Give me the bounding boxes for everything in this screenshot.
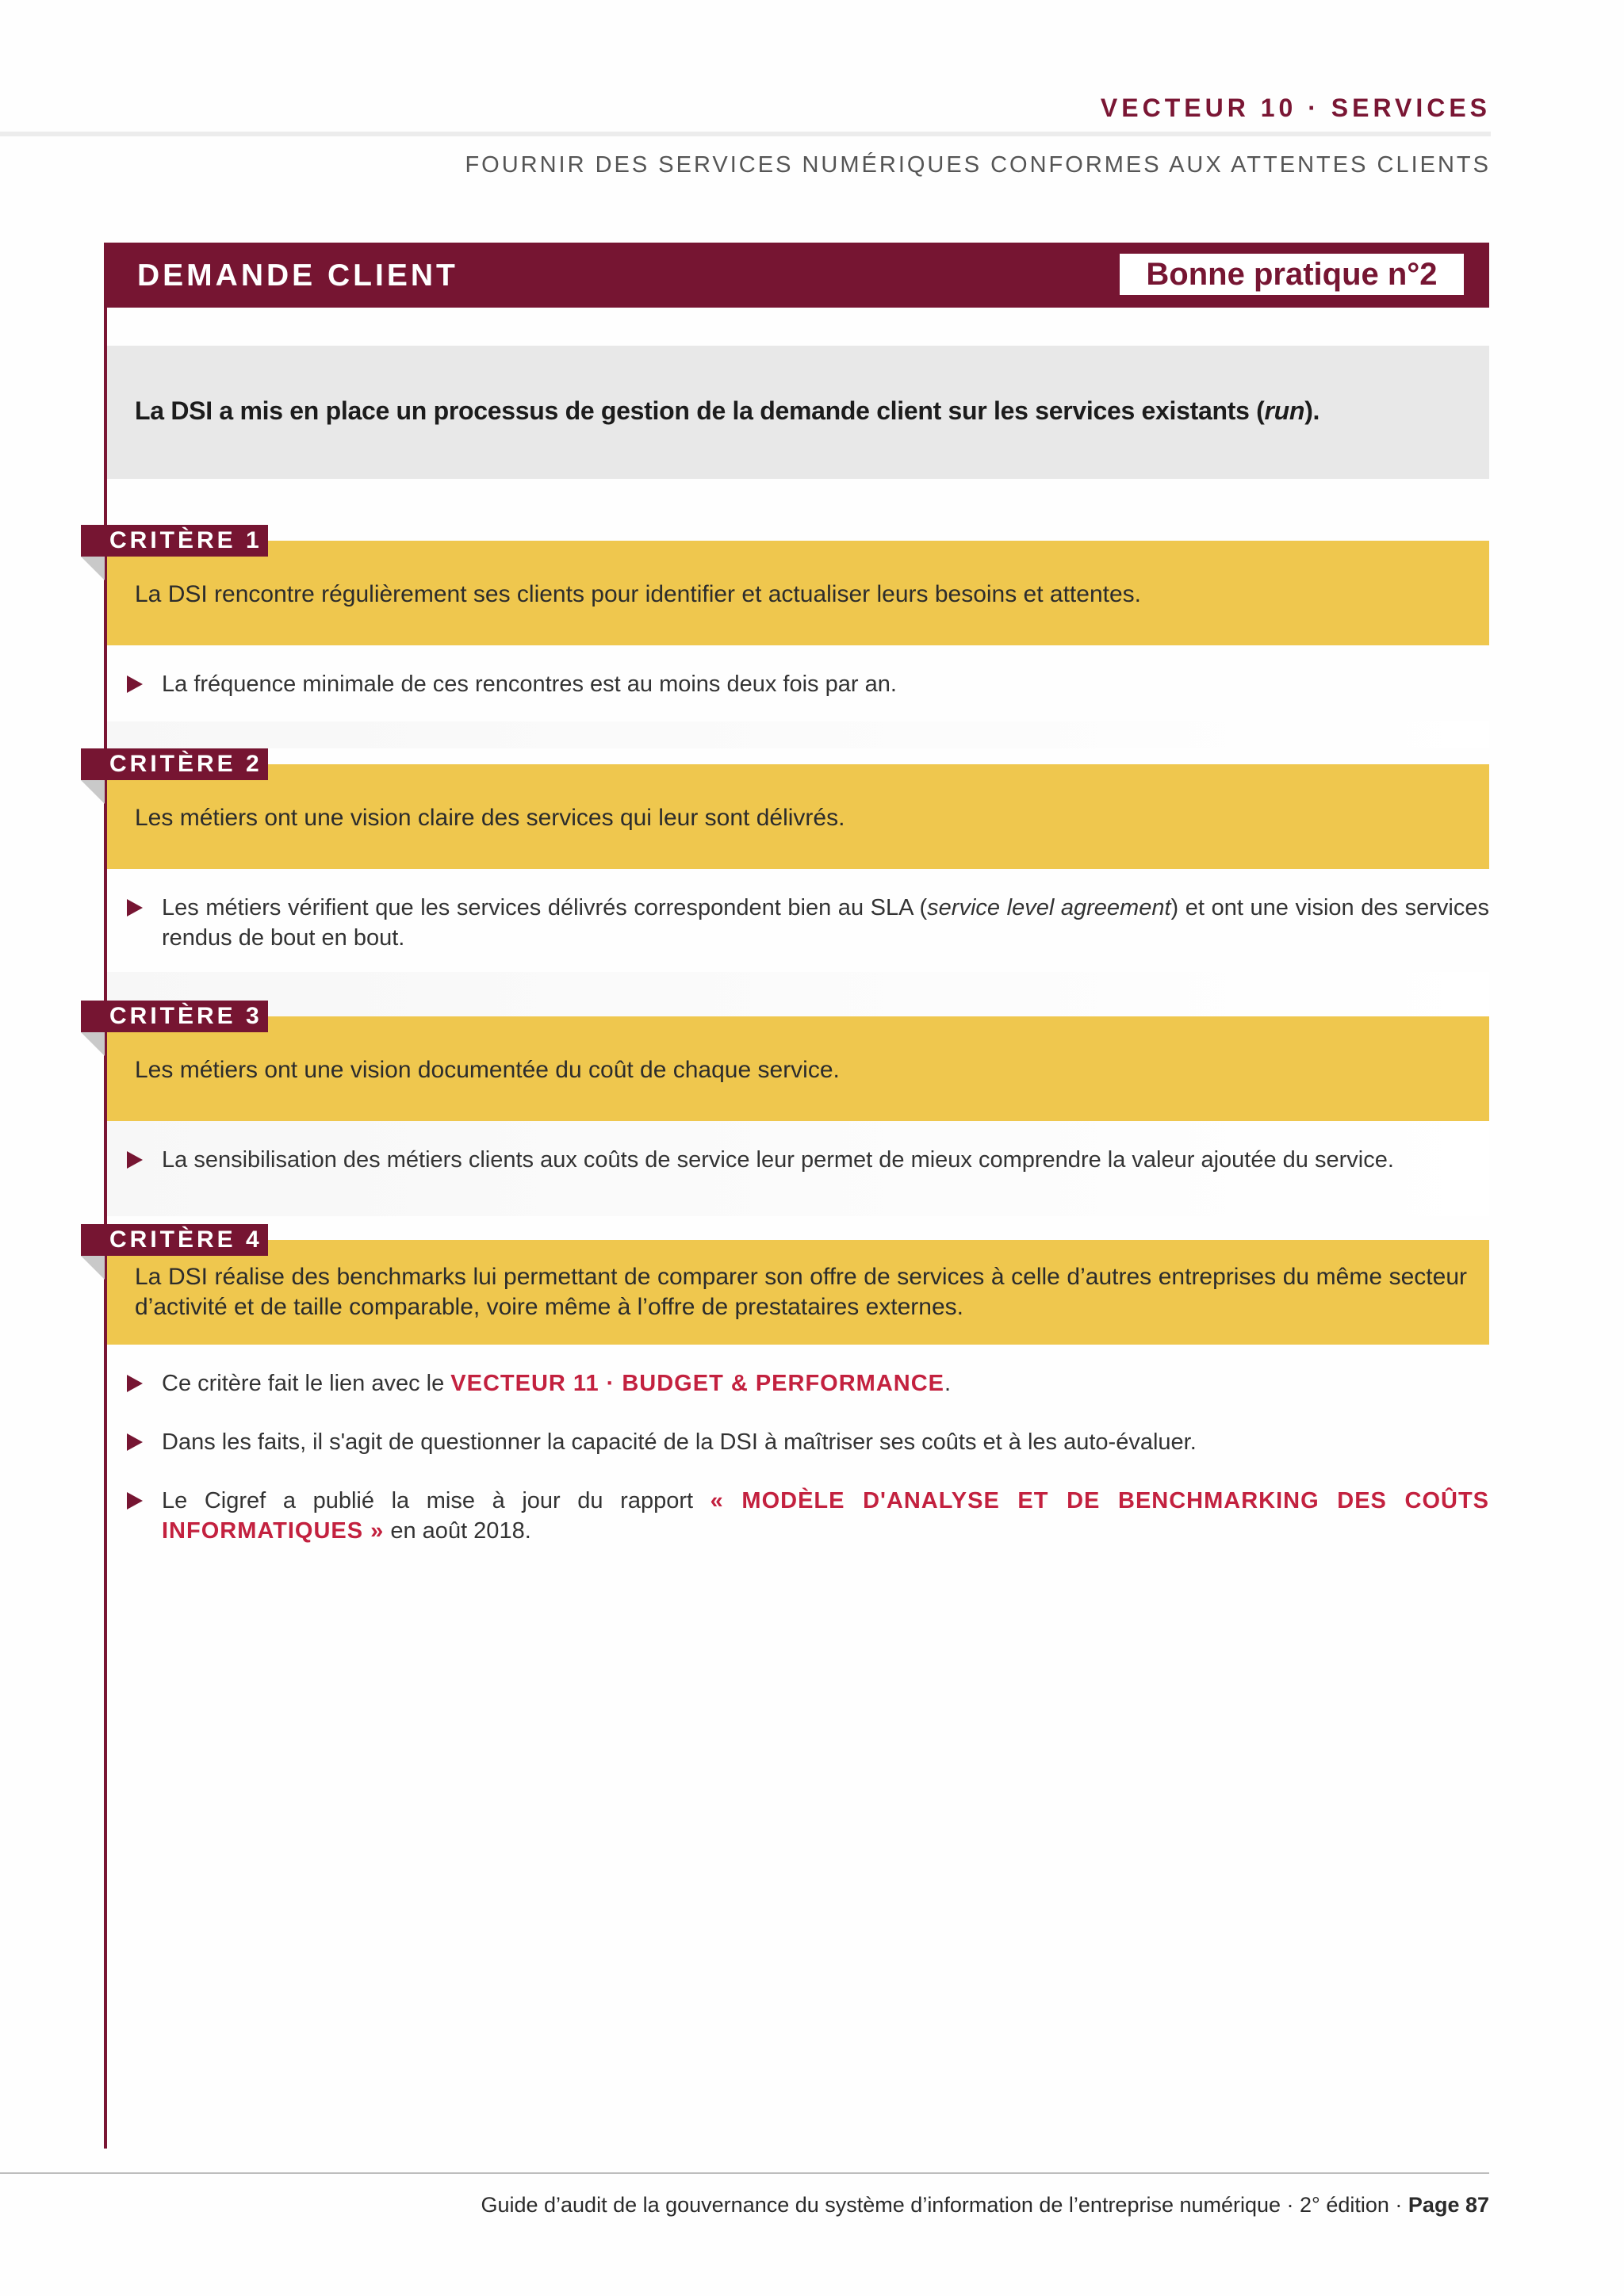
criterion-fold (81, 1256, 105, 1280)
vector-title: VECTEUR 10 · SERVICES (1100, 94, 1491, 122)
criterion-1-bullet: La fréquence minimale de ces rencontres est au moins deux fois par an. (162, 672, 897, 697)
fade-band (107, 972, 1489, 1016)
page-footer: Guide d’audit de la gouvernance du système d’information de l’entreprise numérique · 2° édition · Page 87 (481, 2193, 1489, 2217)
criterion-2-statement: Les métiers ont une vision claire des services qui leur sont délivrés. (135, 805, 845, 831)
bullet-arrow-icon (127, 1375, 143, 1392)
bullet-arrow-icon (127, 675, 143, 693)
criterion-4-bullet-1: Ce critère fait le lien avec le VECTEUR 11 · BUDGET & PERFORMANCE. (162, 1371, 952, 1396)
criterion-2-bullet: Les métiers vérifient que les services délivrés correspondent bien au SLA (service level agreement) et ont une vision des services rendus de bout en bout. (162, 895, 1489, 951)
criterion-3-statement: Les métiers ont une vision documentée du coût de chaque service. (135, 1057, 840, 1083)
bullet-arrow-icon (127, 1151, 143, 1169)
vecteur-11-link[interactable]: VECTEUR 11 · BUDGET & PERFORMANCE (450, 1371, 945, 1396)
criterion-4-bullet-3: Le Cigref a publié la mise à jour du rapport « MODÈLE D'ANALYSE ET DE BENCHMARKING DES COÛTS INFORMATIQUES » en août 2018. (162, 1488, 1490, 1544)
criterion-fold (81, 557, 105, 580)
vector-subtitle: FOURNIR DES SERVICES NUMÉRIQUES CONFORMES AUX ATTENTES CLIENTS (465, 152, 1491, 178)
criterion-3-label: CRITÈRE 3 (81, 1001, 268, 1032)
criterion-fold (81, 1032, 105, 1056)
bullet-arrow-icon (127, 1492, 143, 1510)
criterion-4-bullet-2: Dans les faits, il s'agit de questionner la capacité de la DSI à maîtriser ses coûts et à les auto-évaluer. (162, 1429, 1197, 1455)
criterion-3-bullet: La sensibilisation des métiers clients aux coûts de service leur permet de mieux comprendre la valeur ajoutée du service. (162, 1147, 1394, 1173)
section-title: DEMANDE CLIENT (137, 258, 458, 293)
bullet-arrow-icon (127, 1433, 143, 1451)
criterion-4-statement: La DSI réalise des benchmarks lui permettant de comparer son offre de services à celle d’autres entreprises du même secteur d’activité et de taille comparable, voire même à l’offre de prestataires externes. (135, 1264, 1467, 1320)
header-divider (0, 132, 1491, 136)
page-number: Page 87 (1408, 2193, 1489, 2217)
criterion-4-label: CRITÈRE 4 (81, 1224, 268, 1256)
fade-band (107, 721, 1489, 748)
footer-divider (0, 2172, 1489, 2174)
intro-statement: La DSI a mis en place un processus de gestion de la demande client sur les services existants (run). (135, 396, 1320, 425)
criterion-2-label: CRITÈRE 2 (81, 748, 268, 780)
criterion-1-statement: La DSI rencontre régulièrement ses clients pour identifier et actualiser leurs besoins et attentes. (135, 581, 1141, 607)
best-practice-badge: Bonne pratique n°2 (1120, 254, 1464, 295)
criterion-1-label: CRITÈRE 1 (81, 525, 268, 557)
benchmark-report-link[interactable]: « MODÈLE D'ANALYSE ET DE BENCHMARKING DES COÛTS INFORMATIQUES » (162, 1488, 1490, 1544)
criterion-fold (81, 780, 105, 804)
bullet-arrow-icon (127, 899, 143, 916)
